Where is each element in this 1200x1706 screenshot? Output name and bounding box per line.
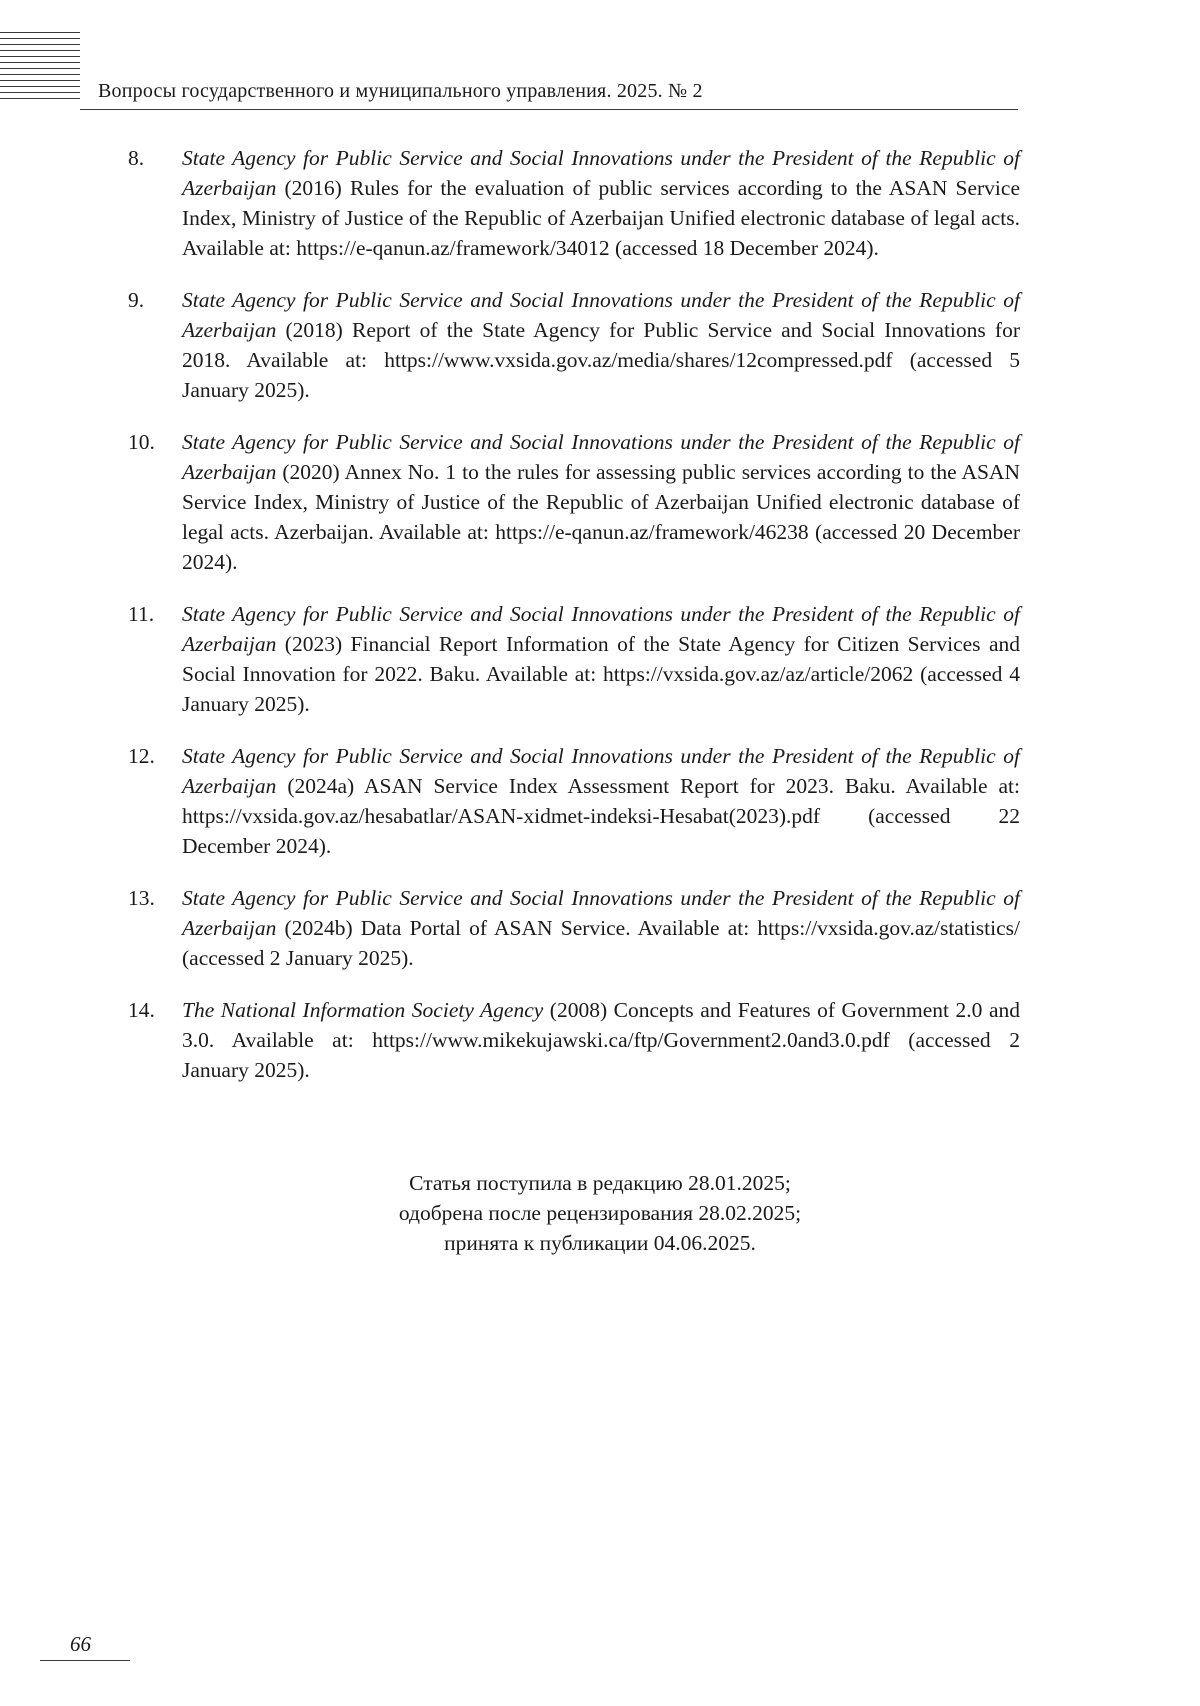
reference-details: (2016) Rules for the evaluation of public services according to the ASAN Service Index, Ministry of Justice of the Republic of Azerbaijan Unified electronic database of legal acts. Available at: https://e-qanun.az/framework/34012 (accessed 18 December 2024). [182,176,1020,260]
reference-number: 10. [128,430,155,454]
reference-author: State Agency for Public Service and Social Innovations under the President of the Republic of Azerbaijan [182,602,1020,656]
reference-text [182,599,1020,719]
reference-number: 9. [128,288,145,312]
date-received: Статья поступила в редакцию 28.01.2025; [409,1171,791,1195]
date-approved: одобрена после рецензирования 28.02.2025; [398,1201,802,1225]
reference-text [182,883,1020,973]
reference-item [128,285,1020,405]
reference-author: State Agency for Public Service and Social Innovations under the President of the Republic of Azerbaijan [182,288,1020,342]
reference-details: (2024b) Data Portal of ASAN Service. Available at: https://vxsida.gov.az/statistics/ (accessed 2 January 2025). [182,916,1020,970]
reference-number: 8. [128,146,145,170]
reference-details: (2020) Annex No. 1 to the rules for assessing public services according to the ASAN Service Index, Ministry of Justice of the Republic of Azerbaijan Unified electronic database of legal acts. Azerbaijan. Available at: https://e-qanun.az/framework/46238 (accessed 20 December 2024). [182,460,1020,574]
header-decorative-lines [0,32,80,106]
reference-author: State Agency for Public Service and Social Innovations under the President of the Republic of Azerbaijan [182,886,1020,940]
reference-list [128,143,1020,1107]
reference-number: 13. [128,886,155,910]
reference-text [182,995,1020,1085]
reference-author: State Agency for Public Service and Social Innovations under the President of the Republic of Azerbaijan [182,744,1020,798]
reference-text [182,427,1020,577]
reference-item [128,427,1020,577]
page-number: 66 [70,1632,91,1656]
reference-details: (2018) Report of the State Agency for Public Service and Social Innovations for 2018. Available at: https://www.vxsida.gov.az/media/shares/12compressed.pdf (accessed 5 January 2025). [182,318,1020,402]
date-accepted: принята к публикации 04.06.2025. [444,1231,756,1255]
reference-item [128,143,1020,263]
reference-number: 12. [128,744,155,768]
reference-item [128,883,1020,973]
reference-text [182,741,1020,861]
reference-item [128,741,1020,861]
reference-author: State Agency for Public Service and Social Innovations under the President of the Republic of Azerbaijan [182,146,1020,200]
reference-details: (2023) Financial Report Information of the State Agency for Citizen Services and Social Innovation for 2022. Baku. Available at: https://vxsida.gov.az/az/article/2062 (accessed 4 January 2025). [182,632,1020,716]
reference-item [128,995,1020,1085]
reference-details: (2008) Concepts and Features of Government 2.0 and 3.0. Available at: https://www.mikekujawski.ca/ftp/Government2.0and3.0.pdf (accessed 2 January 2025). [182,998,1020,1082]
article-dates [0,1168,1200,1258]
reference-item [128,599,1020,719]
reference-number: 11. [128,602,155,626]
journal-title: Вопросы государственного и муниципального управления. 2025. № 2 [98,80,703,102]
page-number-rule [40,1660,130,1661]
reference-text [182,285,1020,405]
reference-author: The National Information Society Agency [182,998,544,1022]
reference-author: State Agency for Public Service and Social Innovations under the President of the Republic of Azerbaijan [182,430,1020,484]
header-rule [80,109,1018,110]
reference-details: (2024a) ASAN Service Index Assessment Report for 2023. Baku. Available at: https://vxsida.gov.az/hesabatlar/ASAN-xidmet-indeksi-Hesabat(2023).pdf (accessed 22 December 2024). [182,774,1020,858]
reference-text [182,143,1020,263]
reference-number: 14. [128,998,155,1022]
